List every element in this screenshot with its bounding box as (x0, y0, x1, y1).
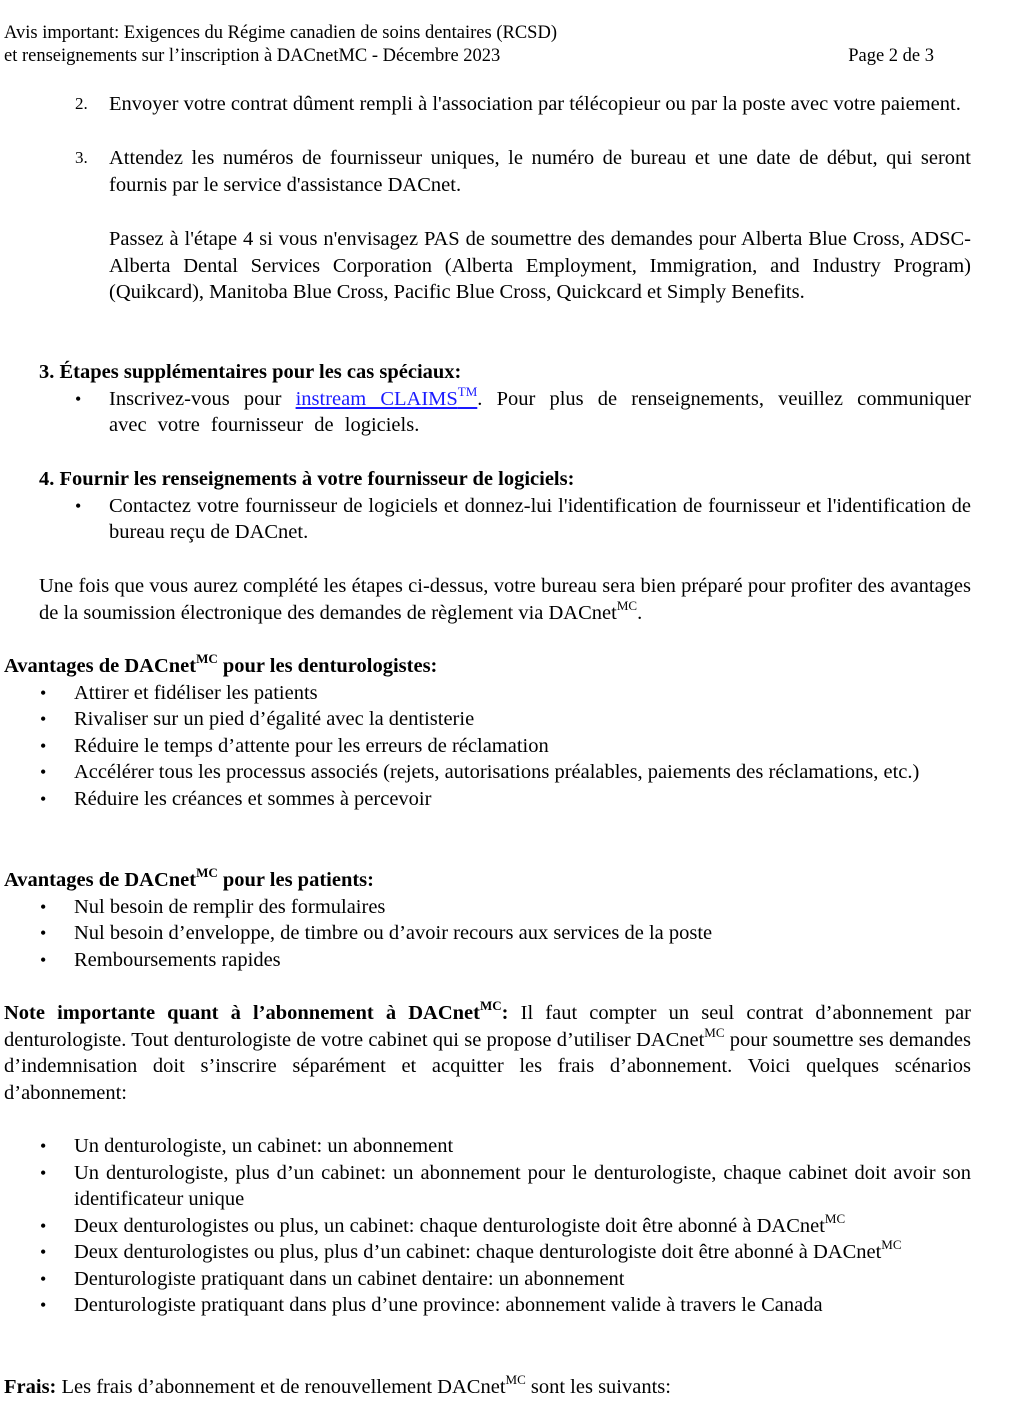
list-item: • Rivaliser sur un pied d’égalité avec la dentisterie (40, 706, 971, 733)
bullet-icon: • (40, 896, 47, 917)
section-4-heading: 4. Fournir les renseignements à votre fournisseur de logiciels: (39, 468, 575, 490)
list-item: • Un denturologiste, un cabinet: un abonnement (40, 1133, 971, 1160)
page-number: Page 2 de 3 (848, 46, 934, 66)
list-item: • Un denturologiste, plus d’un cabinet: un abonnement pour le denturologiste, chaque cabinet doit avoir son identificateur unique (40, 1161, 971, 1210)
list-item: • Denturologiste pratiquant dans un cabinet dentaire: un abonnement (40, 1266, 971, 1293)
section-3-bullet: • Inscrivez-vous pour instream CLAIMS™. Pour plus de renseignements, veuillez communiquer avec votre fournisseur de logiciels. (75, 383, 972, 436)
bullet-icon: • (40, 1242, 47, 1262)
bullet-icon: • (75, 495, 82, 516)
bullet-icon: • (40, 1268, 47, 1289)
bullet-icon: • (75, 388, 82, 409)
bullet-icon: • (40, 788, 47, 809)
list-item: • Nul besoin d’enveloppe, de timbre ou d’avoir recours aux services de la poste (40, 920, 971, 947)
bullet-icon: • (40, 762, 47, 782)
page-header (4, 22, 974, 68)
list-item: • Accélérer tous les processus associés (rejets, autorisations préalables, paiements des réclamations, etc.) (40, 759, 971, 786)
section-4-bullet-text: Contactez votre fournisseur de logiciels et donnez-lui l'identification de fournisseur et l'identification de bureau reçu de DACnet. (109, 494, 971, 543)
section-4 (39, 466, 971, 546)
step-number: 3. (75, 148, 88, 167)
bullet-icon: • (40, 709, 47, 729)
skip-note: Passez à l'étape 4 si vous n'envisagez PAS de soumettre des demandes pour Alberta Blue Cross, ADSC- Alberta Dental Services Corporation (Alberta Employment, Immigration, and Industry Program) (Quikcard), Manitoba Blue Cross, Pacific Blue Cross, Quickcard et Simply Benefits. (109, 228, 971, 303)
bullet-icon: • (40, 1215, 47, 1236)
list-item: • Nul besoin de remplir des formulaires (40, 894, 971, 921)
bullet-icon: • (40, 949, 47, 970)
step-item-2 (75, 91, 971, 118)
section-4-bullet (75, 493, 971, 546)
subscription-scenarios (40, 1133, 971, 1319)
denturologist-benefits-heading: Avantages de DACnet$^{MC}$ pour les denturologistes: (4, 651, 438, 677)
list-item: • Deux denturologistes ou plus, un cabinet: chaque denturologiste doit être abonné à DACnet$^{MC}$ (40, 1213, 971, 1240)
list-item: • Réduire le temps d’attente pour les erreurs de réclamation (40, 733, 971, 760)
bullet-icon: • (40, 923, 47, 943)
list-item: • Remboursements rapides (40, 947, 971, 974)
patient-benefits-heading: Avantages de DACnet$^{MC}$ pour les patients: (4, 865, 374, 891)
bullet-icon: • (40, 735, 47, 756)
conclusion-paragraph: Une fois que vous aurez complété les étapes ci-dessus, votre bureau sera bien préparé pour profiter des avantages de la soumission électronique des demandes de règlement via DACnet$^{MC}$. (39, 575, 971, 624)
list-item: • Attirer et fidéliser les patients (40, 680, 971, 707)
header-title-line2: et renseignements sur l’inscription à DACnetMC - Décembre 2023 (4, 46, 501, 66)
list-item: • Denturologiste pratiquant dans plus d’une province: abonnement valide à travers le Canada (40, 1292, 971, 1319)
step-item-3 (75, 145, 971, 198)
bullet-icon: • (40, 1162, 47, 1183)
bullet-icon: • (40, 1136, 47, 1156)
denturologist-benefits (4, 653, 971, 812)
bullet-icon: • (40, 682, 47, 703)
section-3 (39, 359, 971, 439)
bullet-icon: • (40, 1295, 47, 1315)
header-title-line1: Avis important: Exigences du Régime canadien de soins dentaires (RCSD) (4, 23, 557, 43)
patient-benefits (4, 867, 971, 973)
step-text: Attendez les numéros de fournisseur uniques, le numéro de bureau et une date de début, qui seront fournis par le service d'assistance DACnet. (109, 147, 971, 196)
section-3-heading: 3. Étapes supplémentaires pour les cas spéciaux: (39, 361, 462, 383)
fees-paragraph: Frais: Les frais d’abonnement et de renouvellement DACnet$^{MC}$ sont les suivants: (4, 1372, 671, 1398)
step-text: Envoyer votre contrat dûment rempli à l'association par télécopieur ou par la poste avec votre paiement. (109, 93, 961, 115)
step-number: 2. (75, 94, 88, 113)
subscription-note: Note importante quant à l’abonnement à DACnet$^{MC}$: Il faut compter un seul contrat d’abonnement par denturologiste. Tout denturologiste de votre cabinet qui se propose d’utiliser DACnet$^{MC}$ pour soumettre ses demandes d’indemnisation doit s’inscrire séparément et acquitter les frais d’abonnement. Voici quelques scénarios d’abonnement: (4, 998, 972, 1104)
list-item: • Réduire les créances et sommes à percevoir (40, 786, 971, 813)
instream-claims-link[interactable]: instream CLAIMS™ (295, 383, 478, 410)
list-item: • Deux denturologistes ou plus, plus d’un cabinet: chaque denturologiste doit être abonné à DACnet$^{MC}$ (40, 1239, 971, 1266)
